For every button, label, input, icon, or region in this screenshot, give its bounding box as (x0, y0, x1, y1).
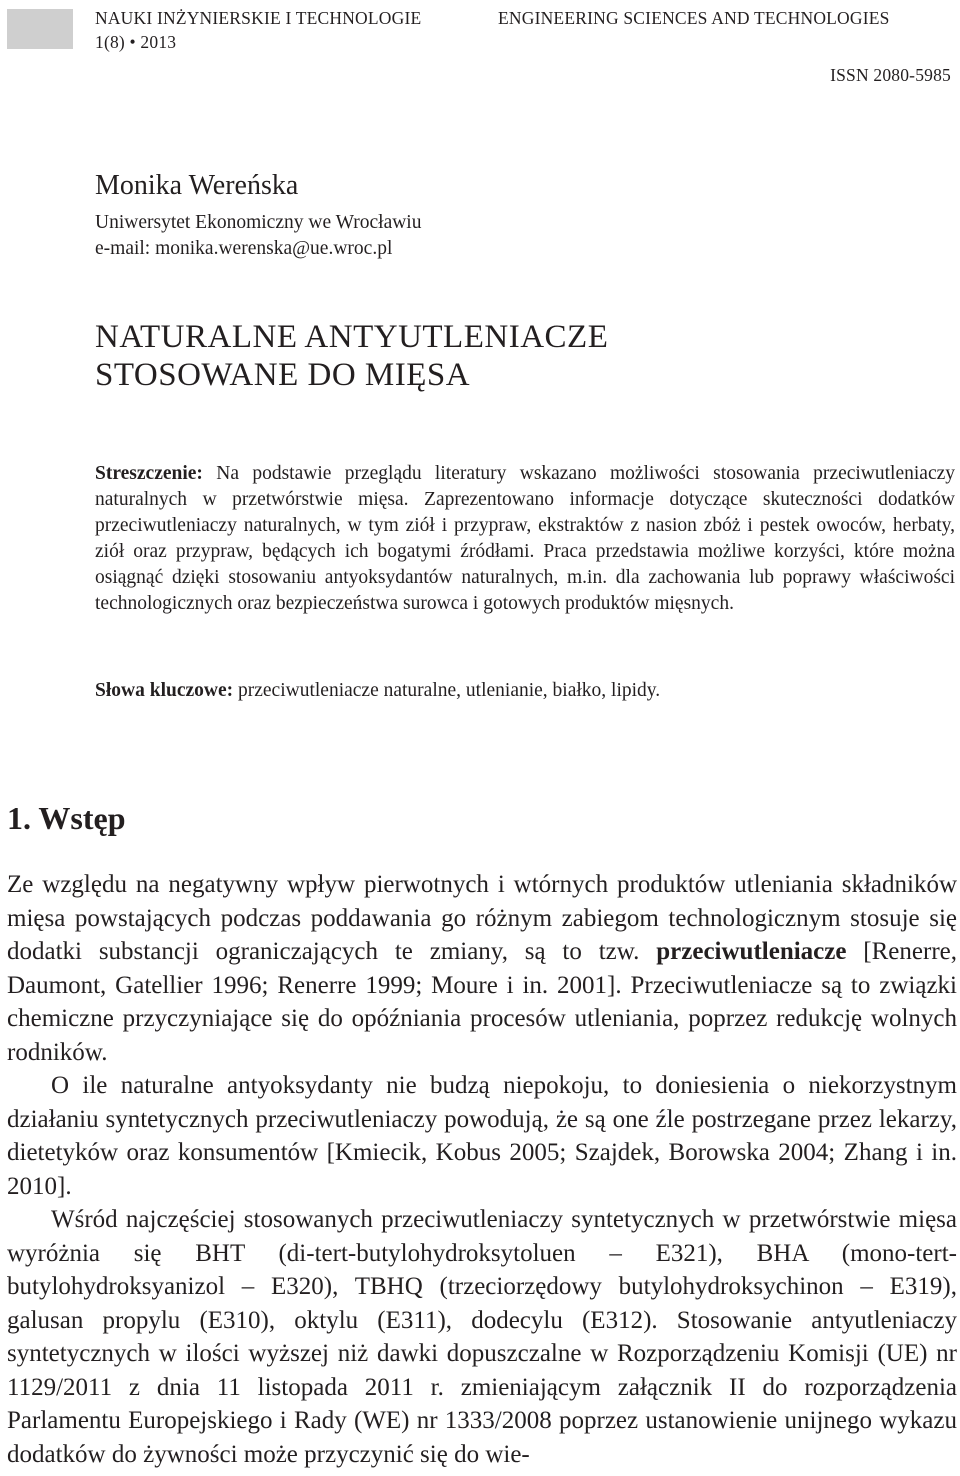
keywords-label: Słowa kluczowe: (95, 680, 234, 701)
author-name: Monika Wereńska (95, 170, 299, 201)
journal-title-en: ENGINEERING SCIENCES AND TECHNOLOGIES (498, 8, 890, 28)
author-email: e-mail: monika.werenska@ue.wroc.pl (95, 238, 393, 259)
title-line-2: STOSOWANE DO MIĘSA (95, 357, 471, 393)
body-paragraph-1 (7, 868, 957, 1069)
journal-title-pl: NAUKI INŻYNIERSKIE I TECHNOLOGIE (95, 8, 422, 28)
author-affiliation: Uniwersytet Ekonomiczny we Wrocławiu (95, 212, 422, 233)
body-paragraph-3: Wśród najczęściej stosowanych przeciwutleniaczy syntetycznych w przetwórstwie mięsa wyróżnia się BHT (di-tert-butylohydroksytoluen – E321), BHA (mono-tert-butylohydroksyanizol – E320), TBHQ (trzeciorzędowy butylohydroksychinon – E319), galusan propylu (E310), oktylu (E311), dodecylu (E312). Stosowanie antyutleniaczy syntetycznych w ilości wyższej niż dawki dopuszczalne w Rozporządzeniu Komisji (UE) nr 1129/2011 z dnia 11 listopada 2011 r. zmieniającym załącznik II do rozporządzenia Parlamentu Europejskiego i Rady (WE) nr 1333/2008 poprzez ustanowienie unijnego wykazu dodatków do żywności może przyczynić się do wie- (7, 1206, 957, 1468)
p1-text-b: [Renerre, Daumont, Gatellier 1996; Renerre 1999; Moure i in. 2001]. Przeciwutleniacze są to związki chemiczne przyczyniające się do opóźniania procesów utleniania, poprzez redukcję wolnych rodników. (7, 938, 957, 1066)
section-heading: 1. Wstęp (7, 800, 126, 836)
p1-bold-term: przeciwutleniacze (656, 938, 847, 965)
abstract-text: Na podstawie przeglądu literatury wskazano możliwości stosowania przeciwutleniaczy naturalnych w przetwórstwie mięsa. Zaprezentowano informacje dotyczące skuteczności dodatków przeciwutleniaczy naturalnych, w tym ziół i przypraw, ekstraktów z nasion zbóż i pestek owoców, herbaty, ziół oraz przypraw, będących ich bogatymi źródłami. Praca przedstawia możliwe korzyści, które można osiągnąć dzięki stosowaniu antyoksydantów naturalnych, m.in. dla zachowania lub poprawy właściwości technologicznych oraz bezpieczeństwa surowca i gotowych produktów mięsnych. (95, 463, 955, 614)
keywords (95, 678, 955, 704)
journal-issue: 1(8) • 2013 (95, 32, 177, 52)
abstract-label: Streszczenie: (95, 463, 203, 484)
title-line-1: NATURALNE ANTYUTLENIACZE (95, 319, 609, 355)
body-paragraph-2: O ile naturalne antyoksydanty nie budzą niepokoju, to doniesienia o niekorzystnym działaniu syntetycznych przeciwutleniaczy powodują, że są one źle postrzegane przez lekarzy, dietetyków oraz konsumentów [Kmiecik, Kobus 2005; Szajdek, Borowska 2004; Zhang i in. 2010]. (7, 1072, 957, 1200)
abstract (95, 461, 955, 617)
issn: ISSN 2080-5985 (830, 65, 951, 85)
keywords-text: przeciwutleniacze naturalne, utlenianie, białko, lipidy. (238, 680, 661, 701)
p1-text-a: Ze względu na negatywny wpływ pierwotnych i wtórnych produktów utleniania składników mięsa powstających podczas poddawania go różnym zabiegom technologicznym stosuje się dodatki substancji ograniczających te zmiany, są to tzw. (7, 871, 957, 965)
paper-title (95, 318, 608, 394)
header-gray-block (7, 9, 73, 49)
